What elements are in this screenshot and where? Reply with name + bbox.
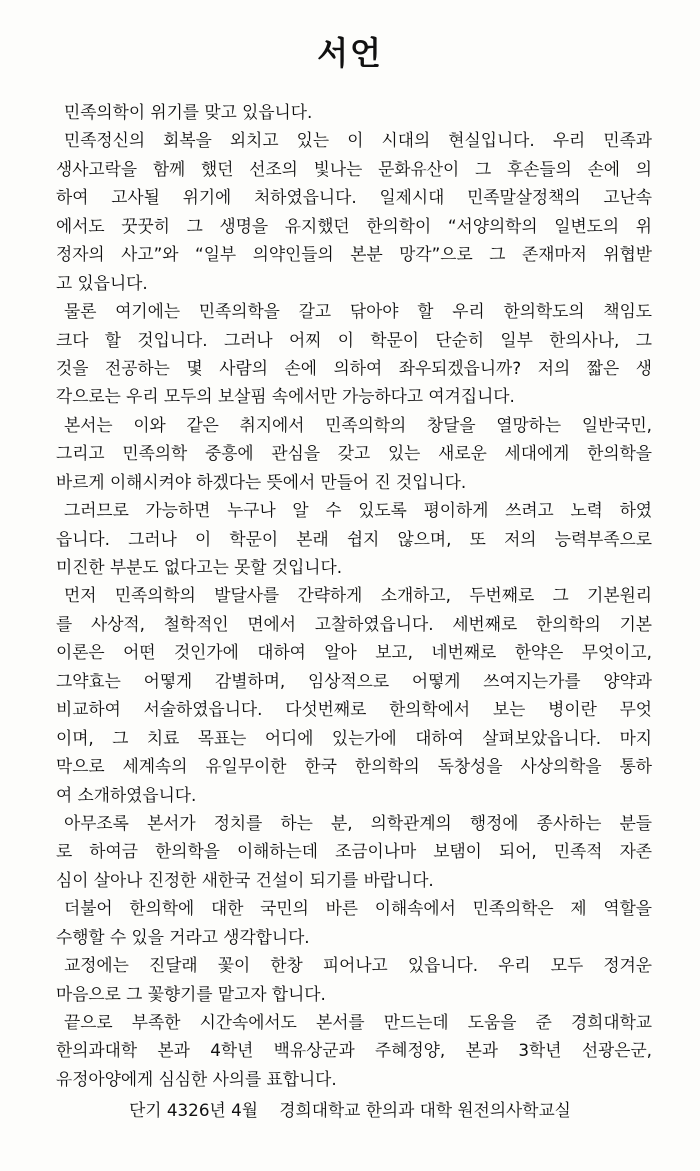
text-line: 로 하여금 한의학을 이해하는데 조금이나마 보탬이 되어, 민족적 자존 — [56, 841, 652, 862]
text-line: 를 사상적, 철학적인 면에서 고찰하였읍니다. 세번째로 한의학의 기본 — [56, 613, 652, 634]
text-line: 각으로는 우리 모두의 보살핌 속에서만 가능하다고 여겨집니다. — [56, 386, 515, 407]
text-line: 민족정신의 회복을 외치고 있는 이 시대의 현실입니다. 우리 민족과 — [64, 130, 652, 151]
footer-signature: 단기 4326년 4월 경희대학교 한의과 대학 원전의사학교실 — [129, 1100, 571, 1120]
text-line: 먼저 민족의학의 발달사를 간략하게 소개하고, 두번째로 그 기본원리 — [64, 585, 652, 606]
text-line: 그러므로 가능하면 누구나 알 수 있도록 평이하게 쓰려고 노력 하였 — [64, 500, 652, 521]
preface-body — [56, 98, 652, 1093]
text-line: 막으로 세계속의 유일무이한 한국 한의학의 독창성을 사상의학을 통하 — [56, 756, 652, 777]
text-line: 끝으로 부족한 시간속에서도 본서를 만드는데 도움을 준 경희대학교 — [64, 1012, 652, 1032]
text-line: 본서는 이와 같은 취지에서 민족의학의 창달을 열망하는 일반국민, — [64, 414, 652, 435]
text-line: 에서도 꿋꿋히 그 생명을 유지했던 한의학이 “서양의학의 일변도의 위 — [56, 215, 652, 236]
text-line: 심이 살아나 진정한 새한국 건설이 되기를 바랍니다. — [56, 869, 434, 890]
text-line: 마음으로 그 꽃향기를 맡고자 합니다. — [56, 983, 326, 1004]
text-line: 생사고락을 함께 했던 선조의 빛나는 문화유산이 그 후손들의 손에 의 — [56, 158, 652, 179]
text-line: 더불어 한의학에 대한 국민의 바른 이해속에서 민족의학은 제 역할을 — [64, 898, 652, 919]
text-line: 그리고 민족의학 중흥에 관심을 갖고 있는 새로운 세대에게 한의학을 — [56, 443, 652, 464]
text-line: 유정아양에게 심심한 사의를 표합니다. — [56, 1068, 337, 1089]
text-line: 여 소개하였읍니다. — [56, 784, 197, 805]
text-line: 것을 전공하는 몇 사람의 손에 의하여 좌우되겠읍니까? 저의 짧은 생 — [56, 357, 652, 378]
text-line: 그약효는 어떻게 감별하며, 임상적으로 어떻게 쓰여지는가를 양약과 — [56, 670, 652, 691]
text-line: 비교하여 서술하였읍니다. 다섯번째로 한의학에서 보는 병이란 무엇 — [56, 699, 652, 720]
text-line: 미진한 부분도 없다고는 못할 것입니다. — [56, 557, 343, 577]
text-line: 고 있읍니다. — [56, 272, 148, 293]
text-line: 이며, 그 치료 목표는 어디에 있는가에 대하여 살펴보았읍니다. 마지 — [56, 727, 652, 748]
text-line: 물론 여기에는 민족의학을 갈고 닦아야 할 우리 한의학도의 책임도 — [64, 301, 652, 322]
text-line: 바르게 이해시켜야 하겠다는 뜻에서 만들어 진 것입니다. — [56, 471, 467, 492]
text-line: 수행할 수 있을 거라고 생각합니다. — [56, 926, 310, 947]
text-line: 아무조록 본서가 정치를 하는 분, 의학관계의 행정에 종사하는 분들 — [64, 812, 652, 833]
text-line: 한의과대학 본과 4학년 백유상군과 주혜정양, 본과 3학년 선광은군, — [56, 1040, 652, 1061]
text-line: 하여 고사될 위기에 처하였읍니다. 일제시대 민족말살정책의 고난속 — [56, 187, 652, 208]
text-line: 정자의 사고”와 “일부 의약인들의 본분 망각”으로 그 존재마저 위협받 — [56, 244, 652, 265]
text-line: 민족의학이 위기를 맞고 있읍니다. — [64, 102, 313, 122]
text-line: 교정에는 진달래 꽃이 한창 피어나고 있읍니다. 우리 모두 정겨운 — [64, 955, 652, 976]
text-line: 읍니다. 그러나 이 학문이 본래 쉽지 않으며, 또 저의 능력부족으로 — [56, 528, 652, 549]
text-line: 크다 할 것입니다. 그러나 어찌 이 학문이 단순히 일부 한의사나, 그 — [56, 329, 652, 350]
text-line: 이론은 어떤 것인가에 대하여 알아 보고, 네번째로 한약은 무엇이고, — [56, 642, 652, 663]
page-title: 서언 — [317, 34, 383, 72]
